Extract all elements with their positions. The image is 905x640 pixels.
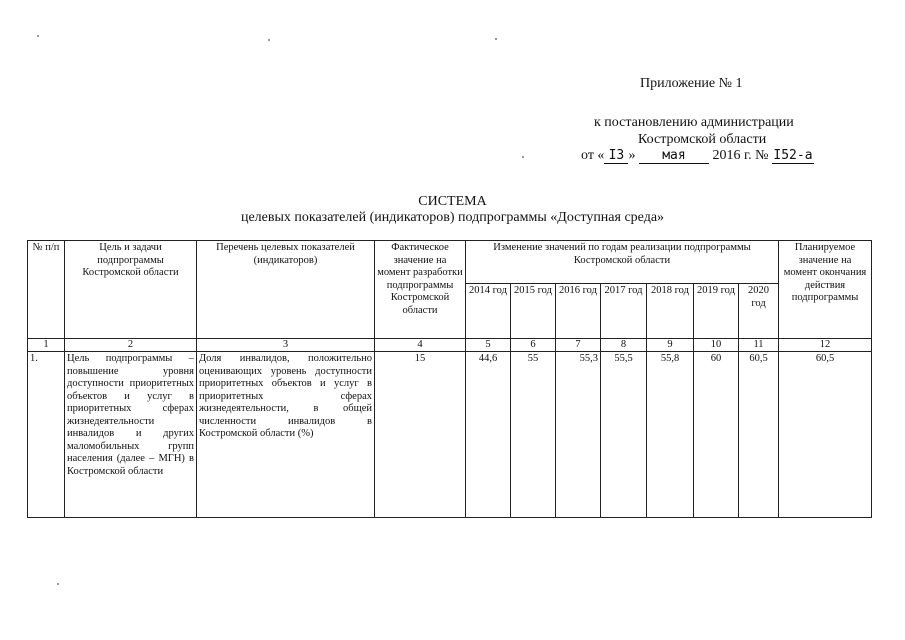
column-number: 6 (511, 339, 556, 352)
header-planned: Планируемое значение на момент окончания действия подпрограммы (779, 241, 872, 339)
header-year: 2018 год (647, 284, 694, 339)
resolution-label: к постановлению администрации (594, 115, 794, 130)
document-title: СИСТЕМА (418, 194, 487, 209)
column-number: 5 (466, 339, 511, 352)
date-line (581, 148, 814, 164)
column-number: 1 (28, 339, 65, 352)
column-number: 12 (779, 339, 872, 352)
date-day-suffix: » (628, 148, 636, 163)
resolution-number: I52-а (773, 148, 813, 163)
scan-speck (57, 583, 59, 585)
row-planned: 60,5 (779, 352, 872, 518)
table-row (28, 352, 872, 518)
column-number: 3 (197, 339, 375, 352)
column-number: 10 (694, 339, 739, 352)
row-year-value: 60,5 (739, 352, 779, 518)
indicators-table (27, 240, 872, 518)
column-number: 9 (647, 339, 694, 352)
row-year-value: 44,6 (466, 352, 511, 518)
date-prefix: от « (581, 148, 605, 163)
header-year: 2014 год (466, 284, 511, 339)
row-year-value: 55 (511, 352, 556, 518)
scan-speck (495, 38, 497, 40)
date-year: 2016 г. № (712, 148, 769, 163)
document-subtitle: целевых показателей (индикаторов) подпрограммы «Доступная среда» (240, 210, 665, 225)
header-year: 2017 год (601, 284, 647, 339)
administration-label: Костромской области (638, 132, 767, 147)
column-number: 7 (556, 339, 601, 352)
scan-speck (522, 156, 524, 158)
column-number-row (28, 339, 872, 352)
header-change: Изменение значений по годам реализации подпрограммы Костромской области (466, 241, 779, 284)
header-year: 2019 год (694, 284, 739, 339)
row-year-value: 55,8 (647, 352, 694, 518)
column-number: 11 (739, 339, 779, 352)
column-number: 2 (65, 339, 197, 352)
row-indicator: Доля инвалидов, положительно оценивающих уровень доступности приоритетных объектов и услуг в приоритетных сферах жизнедеятельности, в общей численности инвалидов в Костромской области (%) (197, 352, 375, 518)
header-indicators: Перечень целевых показателей (индикаторов) (197, 241, 375, 339)
row-year-value: 55,5 (601, 352, 647, 518)
column-number: 8 (601, 339, 647, 352)
date-day: I3 (604, 149, 628, 164)
row-goal: Цель подпрограммы – повышение уровня доступности приоритетных объектов и услуг в приоритетных сферах жизнедеятельности инвалидов и других маломобильных групп населения (далее – МГН) в Костромской области (65, 352, 197, 518)
scan-speck (268, 39, 270, 41)
row-num: 1. (28, 352, 65, 518)
row-year-value: 60 (694, 352, 739, 518)
header-year: 2015 год (511, 284, 556, 339)
date-month: мая (639, 149, 709, 164)
row-year-value: 55,3 (556, 352, 601, 518)
scan-speck (37, 35, 39, 37)
header-goal: Цель и задачи подпрограммы Костромской области (65, 241, 197, 339)
table-header-row (28, 241, 872, 284)
appendix-label: Приложение № 1 (640, 76, 743, 91)
header-actual: Фактическое значение на момент разработки подпрограммы Костромской области (375, 241, 466, 339)
header-year: 2016 год (556, 284, 601, 339)
header-year: 2020 год (739, 284, 779, 339)
row-actual: 15 (375, 352, 466, 518)
header-num: № п/п (28, 241, 65, 339)
column-number: 4 (375, 339, 466, 352)
